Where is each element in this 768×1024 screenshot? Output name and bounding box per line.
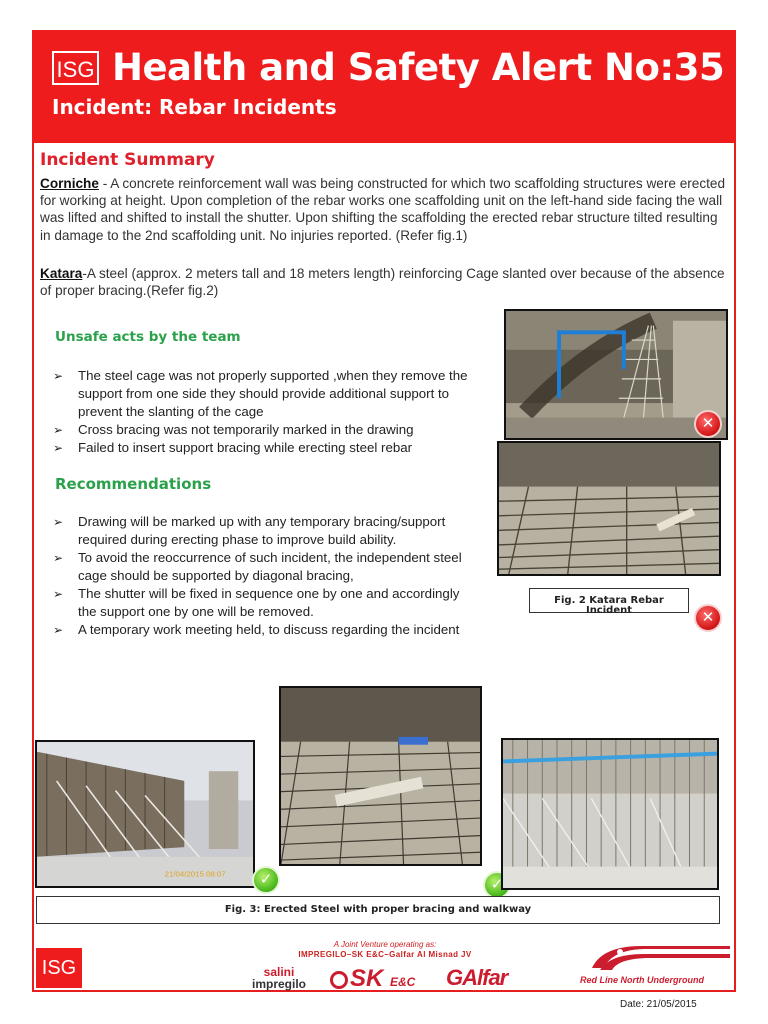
impregilo-text: impregilo — [252, 977, 307, 991]
salini-text: salini — [263, 965, 295, 979]
alert-header — [32, 30, 736, 143]
check-icon: ✓ — [252, 866, 280, 894]
list-item: ➢ The shutter will be fixed in sequence one by one and accordingly the support one by one will be removed. — [53, 585, 477, 621]
unsafe-acts-list — [53, 367, 477, 457]
jv-line1: A Joint Venture operating as: — [333, 940, 437, 949]
fig3-caption: Fig. 3: Erected Steel with proper bracing and walkway — [36, 896, 720, 924]
footer-isg-logo: ISG — [36, 948, 82, 988]
isg-logo: ISG — [52, 51, 99, 85]
list-item: ➢ To avoid the reoccurrence of such incident, the independent steel cage should be supported by diagonal bracing, — [53, 549, 477, 585]
incident-x-icon: ✕ — [694, 410, 722, 438]
jv-line2: IMPREGILO–SK E&C–Galfar Al Misnad JV — [298, 950, 472, 959]
fig3-photo-left — [35, 740, 255, 888]
sk-logo-icon — [330, 971, 348, 989]
katara-paragraph — [40, 265, 726, 299]
recommendations-list — [53, 513, 477, 639]
joint-venture-banner — [240, 940, 530, 960]
recommendations-heading: Recommendations — [55, 475, 212, 493]
incident-summary-heading: Incident Summary — [40, 150, 215, 170]
sk-ec-logo — [330, 965, 415, 993]
fig2-caption: Fig. 2 Katara Rebar Incident — [529, 588, 689, 613]
unsafe-acts-heading: Unsafe acts by the team — [55, 329, 241, 345]
photo-date-stamp: 21/04/2015 08:07 — [164, 869, 226, 879]
list-item: ➢ Failed to insert support bracing while erecting steel rebar — [53, 439, 477, 457]
ec-text: E&C — [390, 975, 416, 989]
list-item: ➢ A temporary work meeting held, to discuss regarding the incident — [53, 621, 477, 639]
salini-impregilo-logo — [252, 966, 306, 990]
list-item: ➢ Drawing will be marked up with any temporary bracing/support required during erecting phase to improve build ability. — [53, 513, 477, 549]
incident-subtitle: Incident: Rebar Incidents — [52, 95, 337, 119]
train-icon — [582, 940, 732, 976]
check-icon: ✓ — [483, 871, 511, 899]
fig3-photo-right — [501, 738, 719, 890]
katara-label: Katara — [40, 266, 83, 281]
incident-x-icon: ✕ — [694, 604, 722, 632]
corniche-label: Corniche — [40, 176, 99, 191]
document-date: Date: 21/05/2015 — [620, 999, 697, 1010]
fig3-photo-middle — [279, 686, 482, 866]
fig2-photo — [497, 441, 721, 576]
galfar-logo: GAlfar — [446, 965, 508, 990]
sk-text: SK — [350, 965, 384, 992]
red-line-text: Red Line North Underground — [580, 975, 704, 985]
list-item: ➢ Cross bracing was not temporarily marked in the drawing — [53, 421, 477, 439]
katara-text: -A steel (approx. 2 meters tall and 18 meters length) reinforcing Cage slanted over because of the absence of proper bracing.(Refer fig.2) — [40, 266, 725, 299]
alert-title: Health and Safety Alert No:35 — [112, 46, 725, 89]
corniche-paragraph — [40, 175, 726, 244]
list-item: ➢ The steel cage was not properly supported ,when they remove the support from one side they should provide additional support to prevent the slanting of the cage — [53, 367, 477, 421]
corniche-text: - A concrete reinforcement wall was being constructed for which two scaffolding structures were erected for working at height. Upon completion of the rebar works one scaffolding unit on the left-hand side facing the wall was lifted and shifted to install the shutter. Upon shifting the scaffolding the erected rebar structure tilted resulting in damage to the 2nd scaffolding unit. No injuries reported. (Refer fig.1) — [40, 176, 726, 243]
red-line-train-logo — [582, 940, 732, 976]
